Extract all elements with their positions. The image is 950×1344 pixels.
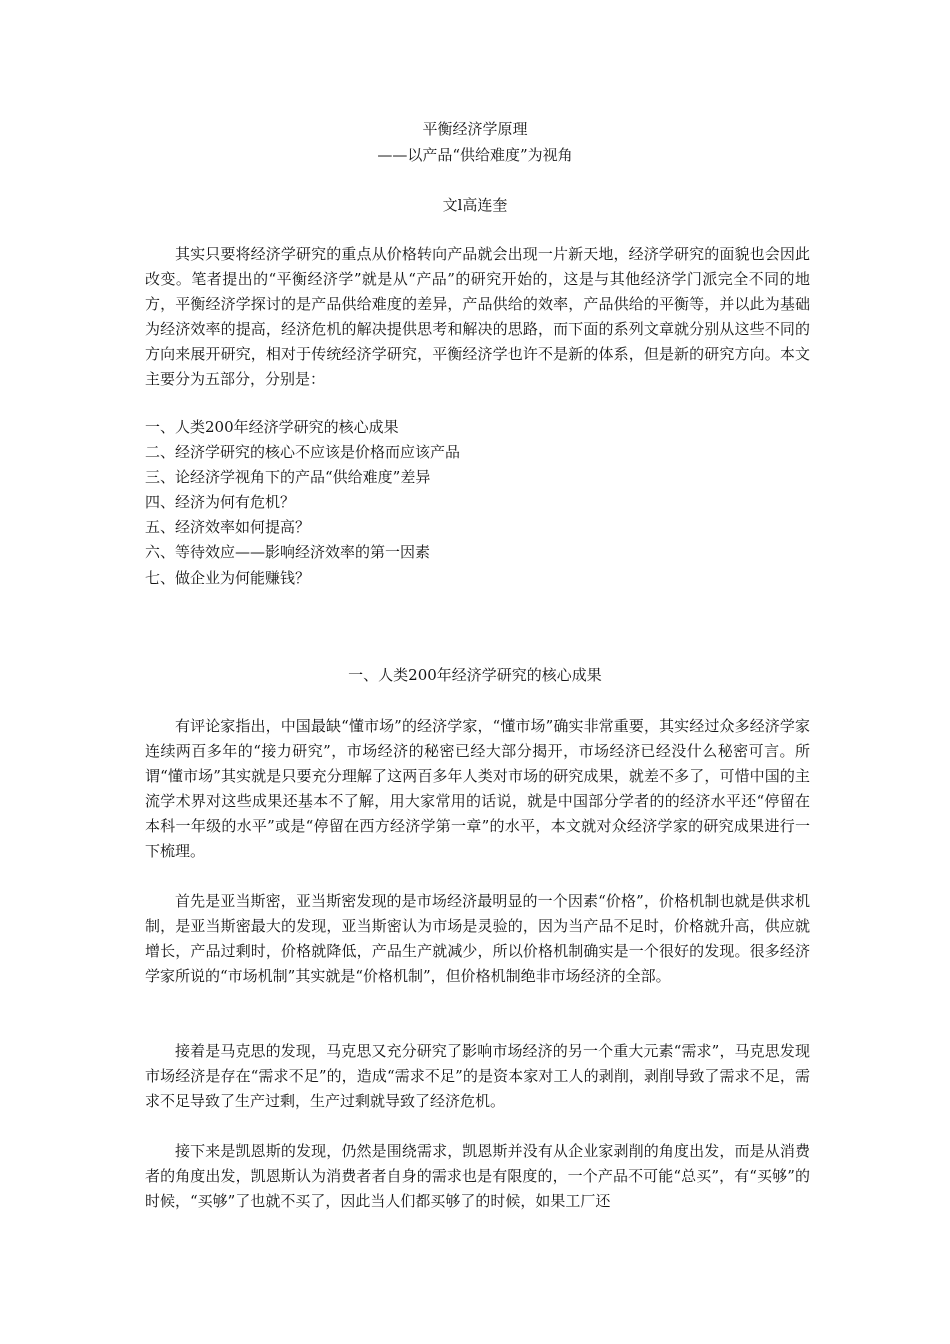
toc-item: 三、论经济学视角下的产品“供给难度”差异 bbox=[145, 468, 431, 487]
body-paragraph: 首先是亚当斯密，亚当斯密发现的是市场经济最明显的一个因素“价格”，价格机制也就是供求机制，是亚当斯密最大的发现，亚当斯密认为市场是灵验的，因为当产品不足时，价格就升高，供应就增长，产品过剩时，价格就降低，产品生产就减少，所以价格机制确实是一个很好的发现。很多经济学家所说的“市场机制”其实就是“价格机制”，但价格机制绝非市场经济的全部。 bbox=[145, 892, 810, 986]
section-body bbox=[145, 889, 810, 989]
table-of-contents bbox=[145, 415, 810, 591]
document-title: 平衡经济学原理 bbox=[422, 120, 528, 138]
intro-paragraph: 其实只要将经济学研究的重点从价格转向产品就会出现一片新天地，经济学研究的面貌也会因此改变。笔者提出的“平衡经济学”就是从“产品”的研究开始的，这是与其他经济学门派完全不同的地方，平衡经济学探讨的是产品供给难度的差异，产品供给的效率，产品供给的平衡等，并以此为基础为经济效率的提高，经济危机的解决提供思考和解决的思路，而下面的系列文章就分别从这些不同的方向来展开研究，相对于传统经济学研究，平衡经济学也许不是新的体系，但是新的研究方向。本文主要分为五部分，分别是： bbox=[145, 245, 810, 389]
section-body bbox=[145, 1139, 810, 1214]
section-body bbox=[145, 1039, 810, 1114]
toc-item: 一、人类200年经济学研究的核心成果 bbox=[145, 418, 399, 436]
toc-item: 二、经济学研究的核心不应该是价格而应该产品 bbox=[145, 443, 461, 462]
toc-item: 四、经济为何有危机？ bbox=[145, 493, 296, 512]
document-subtitle: ——以产品“供给难度”为视角 bbox=[377, 146, 573, 164]
document-author: 文l高连奎 bbox=[442, 196, 508, 214]
body-paragraph: 接下来是凯恩斯的发现，仍然是围绕需求，凯恩斯并没有从企业家剥削的角度出发，而是从消费者的角度出发，凯恩斯认为消费者者自身的需求也是有限度的，一个产品不可能“总买”，有“买够”的时候，“买够”了也就不买了，因此当人们都买够了的时候，如果工厂还 bbox=[145, 1142, 810, 1211]
body-paragraph: 有评论家指出，中国最缺“懂市场”的经济学家，“懂市场”确实非常重要，其实经过众多经济学家连续两百多年的“接力研究”，市场经济的秘密已经大部分揭开，市场经济已经没什么秘密可言。所谓“懂市场”其实就是只要充分理解了这两百多年人类对市场的研究成果，就差不多了，可惜中国的主流学术界对这些成果还基本不了解，用大家常用的话说，就是中国部分学者的的经济水平还“停留在本科一年级的水平”或是“停留在西方经济学第一章”的水平，本文就对众经济学家的研究成果进行一下梳理。 bbox=[145, 717, 810, 861]
intro-block bbox=[145, 242, 810, 393]
body-paragraph: 接着是马克思的发现，马克思又充分研究了影响市场经济的另一个重大元素“需求”，马克思发现市场经济是存在“需求不足”的，造成“需求不足”的是资本家对工人的剥削，剥削导致了需求不足，需求不足导致了生产过剩，生产过剩就导致了经济危机。 bbox=[145, 1042, 810, 1111]
section-heading: 一、人类200年经济学研究的核心成果 bbox=[348, 666, 602, 684]
toc-item: 七、做企业为何能赚钱？ bbox=[145, 568, 311, 587]
toc-item: 六、等待效应——影响经济效率的第一因素 bbox=[145, 543, 431, 562]
toc-item: 五、经济效率如何提高？ bbox=[145, 518, 311, 537]
section-body bbox=[145, 714, 810, 865]
